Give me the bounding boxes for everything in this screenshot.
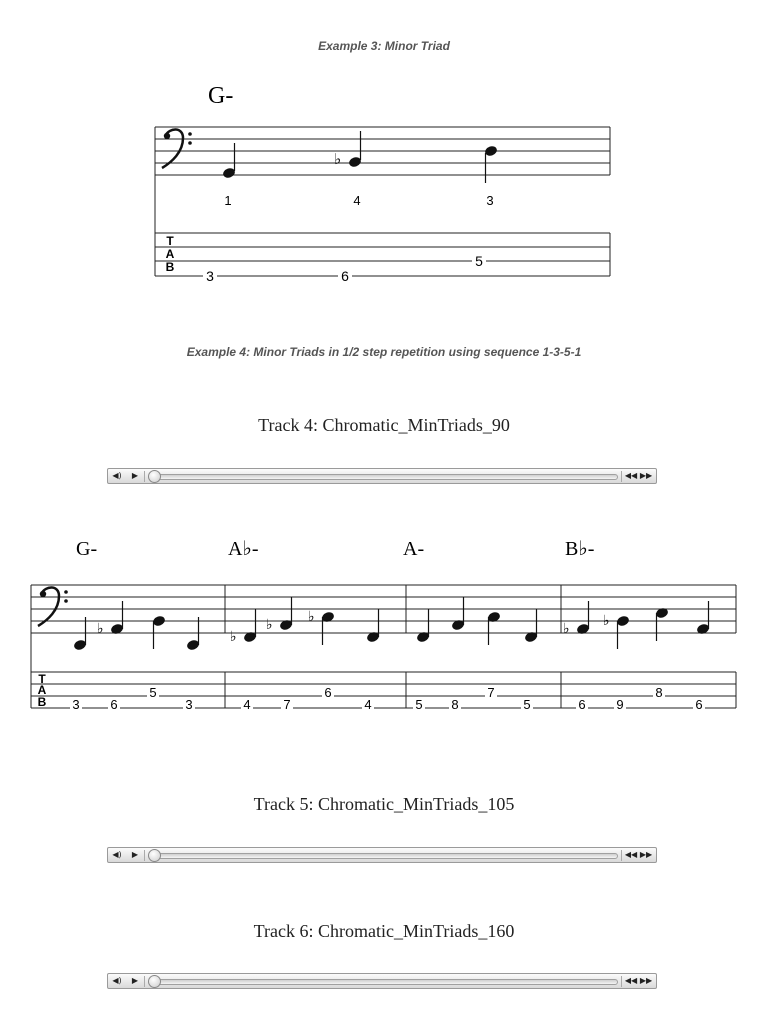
note-head <box>696 601 710 635</box>
progress-knob[interactable] <box>148 975 161 988</box>
note-head <box>655 607 669 641</box>
progress-knob[interactable] <box>148 849 161 862</box>
flat-sign: ♭ <box>308 609 315 625</box>
note-d <box>484 145 498 183</box>
note-head <box>73 617 87 651</box>
fast-forward-icon[interactable]: ▶▶ <box>639 850 653 859</box>
note-head <box>524 609 538 643</box>
rewind-icon[interactable]: ◀◀ <box>624 850 638 859</box>
note-head <box>451 597 465 631</box>
chord-symbol: B♭- <box>565 538 595 560</box>
note-head <box>416 609 430 643</box>
tab-fret-number: 6 <box>695 697 703 712</box>
speaker-icon[interactable]: ◀) <box>112 976 122 985</box>
speaker-icon[interactable]: ◀) <box>112 471 122 480</box>
flat-sign: ♭ <box>603 613 610 629</box>
track-5-title: Track 5: Chromatic_MinTriads_105 <box>253 794 515 814</box>
tab-letter: B <box>37 695 47 709</box>
chord-symbol: G- <box>76 538 98 560</box>
tab-fret-number: 6 <box>341 268 349 284</box>
tab-fret-number: 7 <box>283 697 291 712</box>
flat-sign: ♭ <box>97 621 104 637</box>
tab-fret-number: 5 <box>475 253 483 269</box>
note-g <box>222 143 236 179</box>
progress-track[interactable] <box>154 853 618 859</box>
tab-fret-number: 5 <box>415 697 423 712</box>
fingering-number: 4 <box>353 193 361 208</box>
example-4-caption: Example 4: Minor Triads in 1/2 step repetition using sequence 1-3-5-1 <box>186 345 582 359</box>
note-head <box>266 597 293 633</box>
tab-fret-number: 9 <box>616 697 624 712</box>
tab-fret-number: 6 <box>110 697 118 712</box>
progress-knob[interactable] <box>148 470 161 483</box>
note-head <box>563 601 590 637</box>
speaker-icon[interactable]: ◀) <box>112 850 122 859</box>
tab-fret-number: 3 <box>185 697 193 712</box>
play-icon[interactable]: ▶ <box>131 976 139 985</box>
tab-fret-number: 6 <box>324 685 332 700</box>
tab-fret-number: 3 <box>206 268 214 284</box>
bass-clef-icon <box>162 129 192 168</box>
tab-letter: A <box>165 247 175 261</box>
audio-player-track-5[interactable] <box>107 847 657 863</box>
tab-fret-number: 3 <box>72 697 80 712</box>
audio-player-track-6[interactable] <box>107 973 657 989</box>
fingering-number: 3 <box>486 193 494 208</box>
tab-fret-number: 5 <box>523 697 531 712</box>
flat-sign: ♭ <box>563 621 570 637</box>
audio-player-track-4[interactable] <box>107 468 657 484</box>
chord-symbol: A♭- <box>228 538 259 560</box>
track-4-title: Track 4: Chromatic_MinTriads_90 <box>258 415 510 435</box>
rewind-icon[interactable]: ◀◀ <box>624 976 638 985</box>
note-head <box>487 611 501 645</box>
note-head <box>230 609 257 645</box>
tab-fret-number: 7 <box>487 685 495 700</box>
bass-clef-icon <box>38 587 68 626</box>
note-head <box>308 609 335 645</box>
chord-symbol: A- <box>403 538 425 560</box>
fast-forward-icon[interactable]: ▶▶ <box>639 471 653 480</box>
tab-fret-number: 8 <box>655 685 663 700</box>
tab-fret-number: 5 <box>149 685 157 700</box>
note-head <box>186 617 200 651</box>
fast-forward-icon[interactable]: ▶▶ <box>639 976 653 985</box>
example-4-notation <box>0 520 768 720</box>
tab-fret-number: 4 <box>364 697 372 712</box>
note-head <box>152 615 166 649</box>
tab-fret-number: 4 <box>243 697 251 712</box>
note-head <box>97 601 124 637</box>
tab-letter: T <box>166 234 174 248</box>
tab-fret-number: 6 <box>578 697 586 712</box>
rewind-icon[interactable]: ◀◀ <box>624 471 638 480</box>
tab-letter: T <box>38 672 46 686</box>
tab-letter: B <box>165 260 175 274</box>
example-3-notation <box>0 0 768 300</box>
play-icon[interactable]: ▶ <box>131 471 139 480</box>
tab-letter: A <box>37 683 47 697</box>
example-3-caption: Example 3: Minor Triad <box>318 39 450 53</box>
note-head <box>603 613 630 649</box>
chord-symbol-g-minor: G- <box>208 83 234 109</box>
track-6-title: Track 6: Chromatic_MinTriads_160 <box>253 921 515 941</box>
flat-sign: ♭ <box>230 629 237 645</box>
tab-fret-number: 8 <box>451 697 459 712</box>
svg-text:♭: ♭ <box>334 150 342 168</box>
note-head <box>366 609 380 643</box>
fingering-number: 1 <box>224 193 232 208</box>
flat-sign: ♭ <box>266 617 273 633</box>
play-icon[interactable]: ▶ <box>131 850 139 859</box>
progress-track[interactable] <box>154 474 618 480</box>
progress-track[interactable] <box>154 979 618 985</box>
